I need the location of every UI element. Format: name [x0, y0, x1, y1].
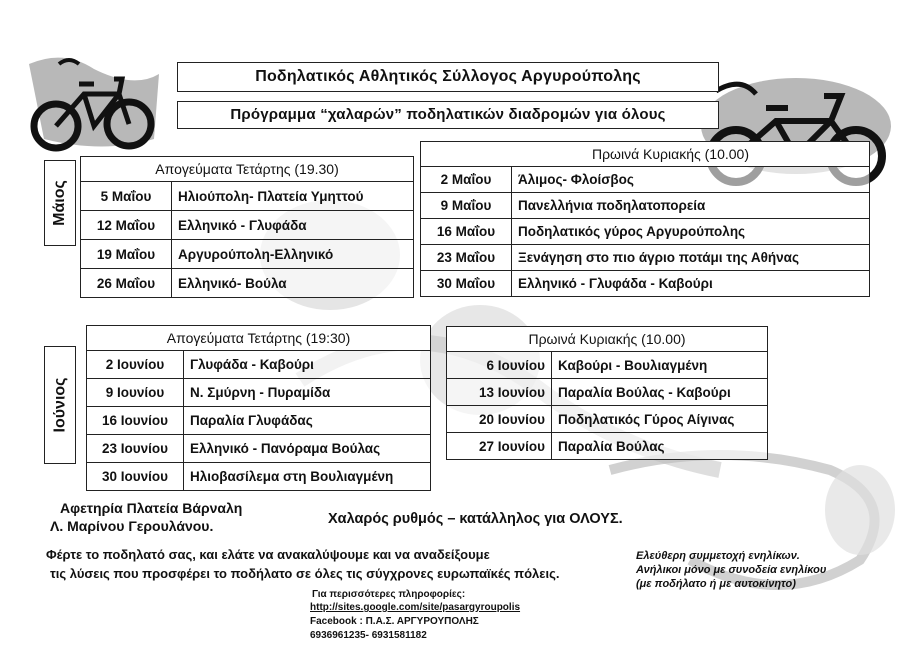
date-cell: 13 Ιουνίου	[447, 379, 552, 406]
route-cell: Παραλία Βούλας	[552, 433, 768, 460]
table-title: Απογεύματα Τετάρτης (19:30)	[87, 326, 431, 351]
route-cell: Ελληνικό - Πανόραμα Βούλας	[184, 435, 431, 463]
june-wednesday-table	[86, 325, 431, 491]
route-cell: Ελληνικό- Βούλα	[172, 269, 414, 298]
table-row	[447, 406, 768, 433]
table-row	[421, 167, 870, 193]
table-row	[87, 379, 431, 407]
date-cell: 6 Ιουνίου	[447, 352, 552, 379]
date-cell: 16 Ιουνίου	[87, 407, 184, 435]
participation-note-line1: Ελεύθερη συμμετοχή ενηλίκων.	[636, 550, 800, 562]
date-cell: 9 Μαΐου	[421, 193, 512, 219]
table-row	[421, 271, 870, 297]
date-cell: 26 Μαΐου	[81, 269, 172, 298]
table-row	[81, 211, 414, 240]
date-cell: 19 Μαΐου	[81, 240, 172, 269]
route-cell: Παραλία Γλυφάδας	[184, 407, 431, 435]
date-cell: 23 Μαΐου	[421, 245, 512, 271]
date-cell: 9 Ιουνίου	[87, 379, 184, 407]
start-point-line2: Λ. Μαρίνου Γερουλάνου.	[50, 518, 214, 534]
route-cell: Γλυφάδα - Καβούρι	[184, 351, 431, 379]
may-sunday-table	[420, 141, 870, 297]
route-cell: Ελληνικό - Γλυφάδα	[172, 211, 414, 240]
month-label-may: Μάιος	[44, 160, 76, 246]
date-cell: 20 Ιουνίου	[447, 406, 552, 433]
may-wednesday-table	[80, 156, 414, 298]
month-label-june: Ιούνιος	[44, 346, 76, 464]
bicycle-logo-left-icon	[24, 44, 164, 154]
route-cell: Ν. Σμύρνη - Πυραμίδα	[184, 379, 431, 407]
route-cell: Ηλιοβασίλεμα στη Βουλιαγμένη	[184, 463, 431, 491]
table-row	[87, 435, 431, 463]
route-cell: Ποδηλατικός γύρος Αργυρούπολης	[512, 219, 870, 245]
page-title: Ποδηλατικός Αθλητικός Σύλλογος Αργυρούπολης	[177, 62, 719, 92]
table-row	[447, 379, 768, 406]
table-title: Πρωινά Κυριακής (10.00)	[447, 327, 768, 352]
invite-line2: τις λύσεις που προσφέρει το ποδήλατο σε όλες τις σύγχρονες ευρωπαϊκές πόλεις.	[50, 566, 560, 581]
table-row	[447, 352, 768, 379]
date-cell: 30 Ιουνίου	[87, 463, 184, 491]
date-cell: 30 Μαΐου	[421, 271, 512, 297]
table-row	[87, 463, 431, 491]
start-point-line1: Αφετηρία Πλατεία Βάρναλη	[60, 500, 243, 516]
participation-note-line3: (με ποδήλατο ή με αυτοκίνητο)	[636, 578, 796, 590]
participation-note-line2: Ανήλικοι μόνο με συνοδεία ενηλίκου	[636, 564, 827, 576]
table-row	[87, 351, 431, 379]
date-cell: 5 Μαΐου	[81, 182, 172, 211]
date-cell: 16 Μαΐου	[421, 219, 512, 245]
table-row	[421, 245, 870, 271]
invite-line1: Φέρτε το ποδηλατό σας, και ελάτε να ανακαλύψουμε και να αναδείξουμε	[46, 547, 490, 562]
date-cell: 2 Ιουνίου	[87, 351, 184, 379]
table-row	[421, 219, 870, 245]
table-row	[81, 269, 414, 298]
info-title: Για περισσότερες πληροφορίες:	[312, 589, 466, 600]
table-row	[87, 407, 431, 435]
table-title: Απογεύματα Τετάρτης (19.30)	[81, 157, 414, 182]
info-facebook: Facebook : Π.Α.Σ. ΑΡΓΥΡΟΥΠΟΛΗΣ	[310, 616, 479, 627]
route-cell: Ελληνικό - Γλυφάδα - Καβούρι	[512, 271, 870, 297]
route-cell: Ποδηλατικός Γύρος Αίγινας	[552, 406, 768, 433]
route-cell: Αργυρούπολη-Ελληνικό	[172, 240, 414, 269]
table-row	[81, 182, 414, 211]
pace-note: Χαλαρός ρυθμός – κατάλληλος για ΟΛΟΥΣ.	[328, 511, 623, 527]
route-cell: Ηλιούπολη- Πλατεία Υμηττού	[172, 182, 414, 211]
june-sunday-table	[446, 326, 768, 460]
route-cell: Ξενάγηση στο πιο άγριο ποτάμι της Αθήνας	[512, 245, 870, 271]
route-cell: Πανελλήνια ποδηλατοπορεία	[512, 193, 870, 219]
table-row	[81, 240, 414, 269]
date-cell: 27 Ιουνίου	[447, 433, 552, 460]
table-title: Πρωινά Κυριακής (10.00)	[421, 142, 870, 167]
page-subtitle: Πρόγραμμα “χαλαρών” ποδηλατικών διαδρομών για όλους	[177, 101, 719, 129]
route-cell: Καβούρι - Βουλιαγμένη	[552, 352, 768, 379]
date-cell: 12 Μαΐου	[81, 211, 172, 240]
route-cell: Άλιμος- Φλοίσβος	[512, 167, 870, 193]
route-cell: Παραλία Βούλας - Καβούρι	[552, 379, 768, 406]
table-row	[447, 433, 768, 460]
date-cell: 2 Μαΐου	[421, 167, 512, 193]
info-url-link[interactable]: http://sites.google.com/site/pasargyroupolis	[310, 602, 521, 613]
table-row	[421, 193, 870, 219]
info-phones: 6936961235- 6931581182	[310, 630, 427, 641]
date-cell: 23 Ιουνίου	[87, 435, 184, 463]
